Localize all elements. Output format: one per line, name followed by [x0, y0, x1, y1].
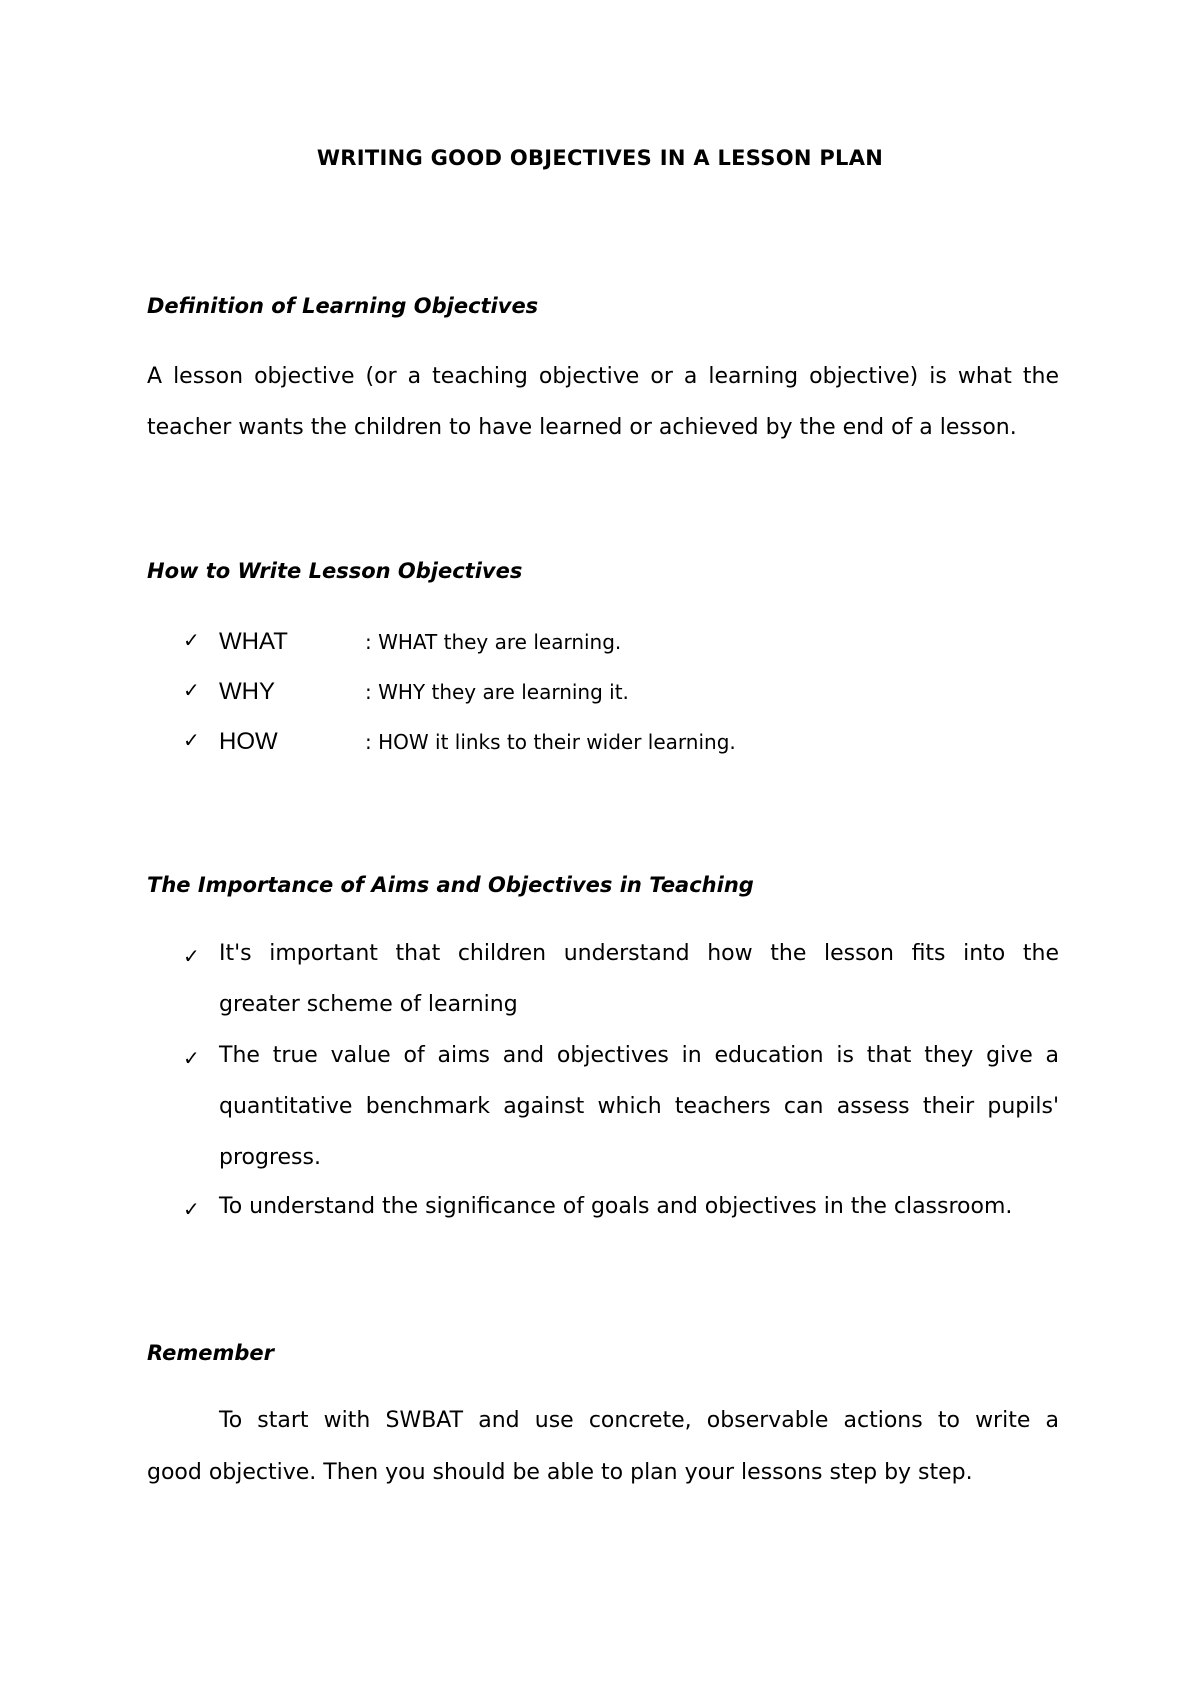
- section-heading-definition: Definition of Learning Objectives: [147, 294, 539, 318]
- document-title: WRITING GOOD OBJECTIVES IN A LESSON PLAN: [316, 146, 884, 170]
- bullet-line: The true value of aims and objectives in education is that they give a: [219, 1043, 1059, 1068]
- checklist-description: : HOW it links to their wider learning.: [365, 730, 736, 754]
- section-heading-how-to: How to Write Lesson Objectives: [147, 559, 523, 583]
- check-icon: ✓: [183, 728, 200, 752]
- check-icon: ✓: [183, 678, 200, 702]
- bullet-line: progress.: [219, 1145, 321, 1170]
- bullet-line: It's important that children understand how the lesson fits into the: [219, 941, 1059, 966]
- checklist-term: WHY: [219, 678, 275, 705]
- paragraph-line: A lesson objective (or a teaching objective or a learning objective) is what the: [147, 364, 1059, 389]
- check-icon: ✓: [183, 628, 200, 652]
- bullet-line: greater scheme of learning: [219, 992, 518, 1017]
- section-heading-remember: Remember: [147, 1341, 275, 1365]
- check-icon: ✓: [183, 944, 200, 968]
- checklist-term: WHAT: [219, 628, 288, 655]
- bullet-line: To understand the significance of goals and objectives in the classroom.: [219, 1194, 1013, 1219]
- paragraph-line: teacher wants the children to have learned or achieved by the end of a lesson.: [147, 415, 1017, 440]
- checklist-description: : WHAT they are learning.: [365, 630, 622, 654]
- paragraph-line: good objective. Then you should be able to plan your lessons step by step.: [147, 1460, 973, 1485]
- check-icon: ✓: [183, 1046, 200, 1070]
- check-icon: ✓: [183, 1197, 200, 1221]
- paragraph-line: To start with SWBAT and use concrete, observable actions to write a: [219, 1408, 1059, 1433]
- section-heading-importance: The Importance of Aims and Objectives in Teaching: [147, 873, 754, 897]
- bullet-line: quantitative benchmark against which teachers can assess their pupils': [219, 1094, 1059, 1119]
- checklist-term: HOW: [219, 728, 278, 755]
- checklist-description: : WHY they are learning it.: [365, 680, 629, 704]
